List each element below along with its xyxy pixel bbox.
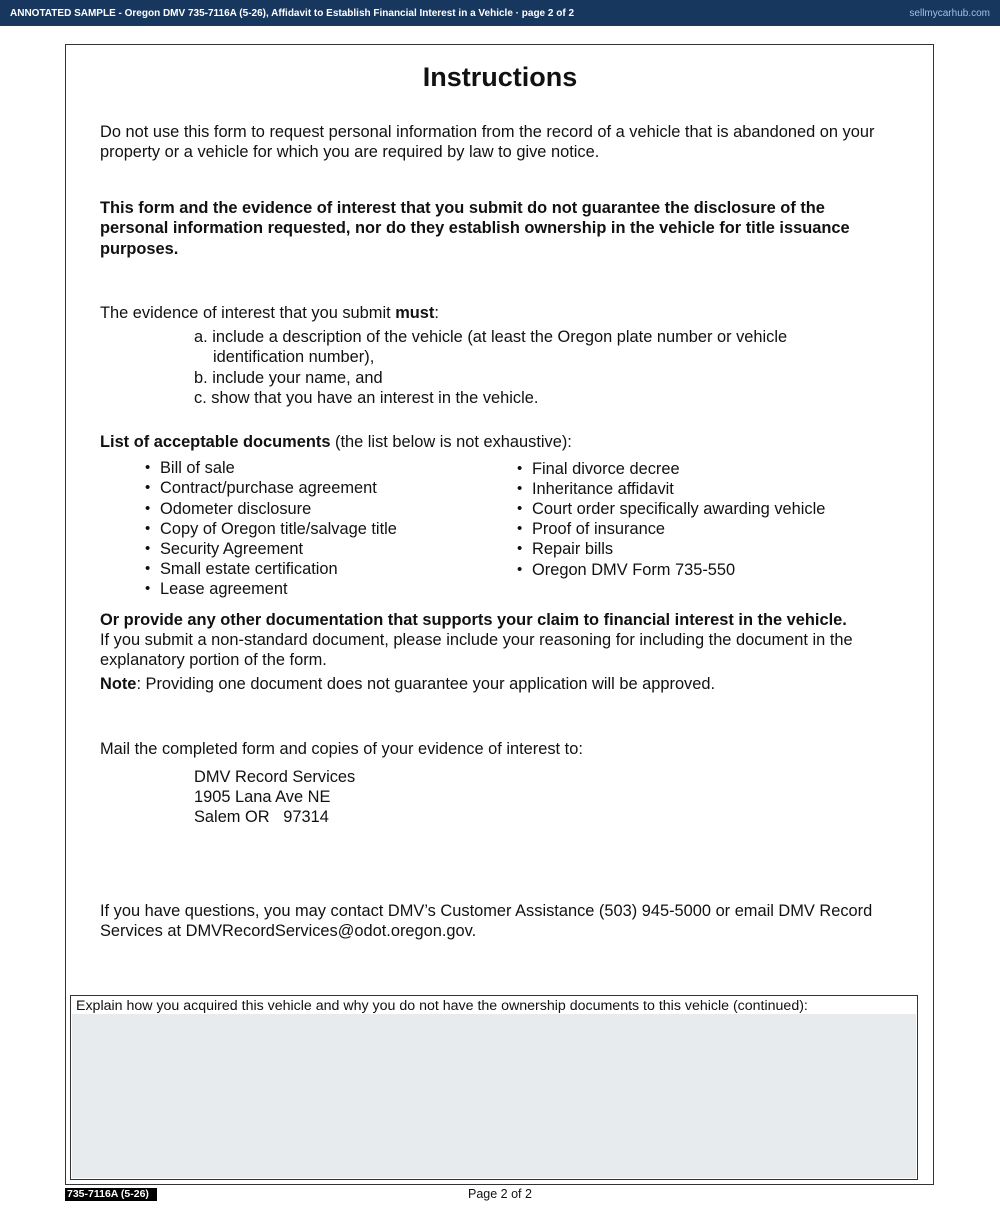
evidence-item-a: a. include a description of the vehicle (at least the Oregon plate number or vehicle — [194, 328, 788, 346]
document-item: • Court order specifically awarding vehicle — [517, 500, 826, 518]
document-item: • Contract/purchase agreement — [145, 479, 377, 497]
document-item: • Security Agreement — [145, 540, 304, 558]
form-number-badge: 735-7116A (5-26) — [65, 1188, 157, 1201]
evidence-item-b: b. include your name, and — [194, 369, 383, 387]
top-banner — [0, 0, 1000, 26]
evidence-lead: The evidence of interest that you submit must: — [100, 304, 439, 322]
page-number: Page 2 of 2 — [468, 1187, 532, 1201]
documents-heading: List of acceptable documents (the list below is not exhaustive): — [100, 433, 572, 451]
evidence-item-a-cont: identification number), — [213, 348, 375, 366]
document-item: • Small estate certification — [145, 560, 338, 578]
document-item: • Final divorce decree — [517, 460, 680, 478]
contact-paragraph: If you have questions, you may contact DMV’s Customer Assistance (503) 945-5000 or email DMV Record Services at DMVRecordServices@odot.oregon.gov. — [100, 902, 873, 941]
other-documentation-text: If you submit a non-standard document, please include your reasoning for including the document in the explanatory portion of the form. — [100, 631, 853, 670]
explanation-text-field[interactable] — [72, 1014, 916, 1178]
document-item: • Lease agreement — [145, 580, 288, 598]
warning-paragraph: This form and the evidence of interest that you submit do not guarantee the disclosure of the personal information requested, nor do they establish ownership in the vehicle for title issuance purposes. — [100, 199, 850, 258]
other-documentation-heading: Or provide any other documentation that supports your claim to financial interest in the vehicle. — [100, 611, 847, 629]
banner-site-link[interactable]: sellmycarhub.com — [909, 7, 990, 19]
evidence-item-c: c. show that you have an interest in the vehicle. — [194, 389, 539, 407]
mail-address-city: Salem OR 97314 — [194, 808, 329, 826]
note-text: Note: Providing one document does not guarantee your application will be approved. — [100, 675, 716, 693]
intro-paragraph: Do not use this form to request personal information from the record of a vehicle that is abandoned on your property or a vehicle for which you are required by law to give notice. — [100, 123, 875, 162]
document-item: • Copy of Oregon title/salvage title — [145, 520, 397, 538]
document-item: • Odometer disclosure — [145, 500, 312, 518]
explanation-label: Explain how you acquired this vehicle and why you do not have the ownership documents to this vehicle (continued): — [76, 998, 808, 1014]
page-title: Instructions — [422, 62, 578, 92]
mail-instructions: Mail the completed form and copies of your evidence of interest to: — [100, 740, 583, 758]
document-item: • Proof of insurance — [517, 520, 666, 538]
document-item: • Oregon DMV Form 735-550 — [517, 561, 736, 579]
document-item: • Bill of sale — [145, 459, 235, 477]
banner-title: ANNOTATED SAMPLE - Oregon DMV 735-7116A (5-26), Affidavit to Establish Financial Interest in a Vehicle · page 2 of 2 — [10, 7, 575, 19]
document-item: • Repair bills — [517, 540, 614, 558]
document-item: • Inheritance affidavit — [517, 480, 674, 498]
mail-address-name: DMV Record Services — [194, 768, 356, 786]
mail-address-street: 1905 Lana Ave NE — [194, 788, 331, 806]
explanation-box — [70, 995, 918, 1180]
